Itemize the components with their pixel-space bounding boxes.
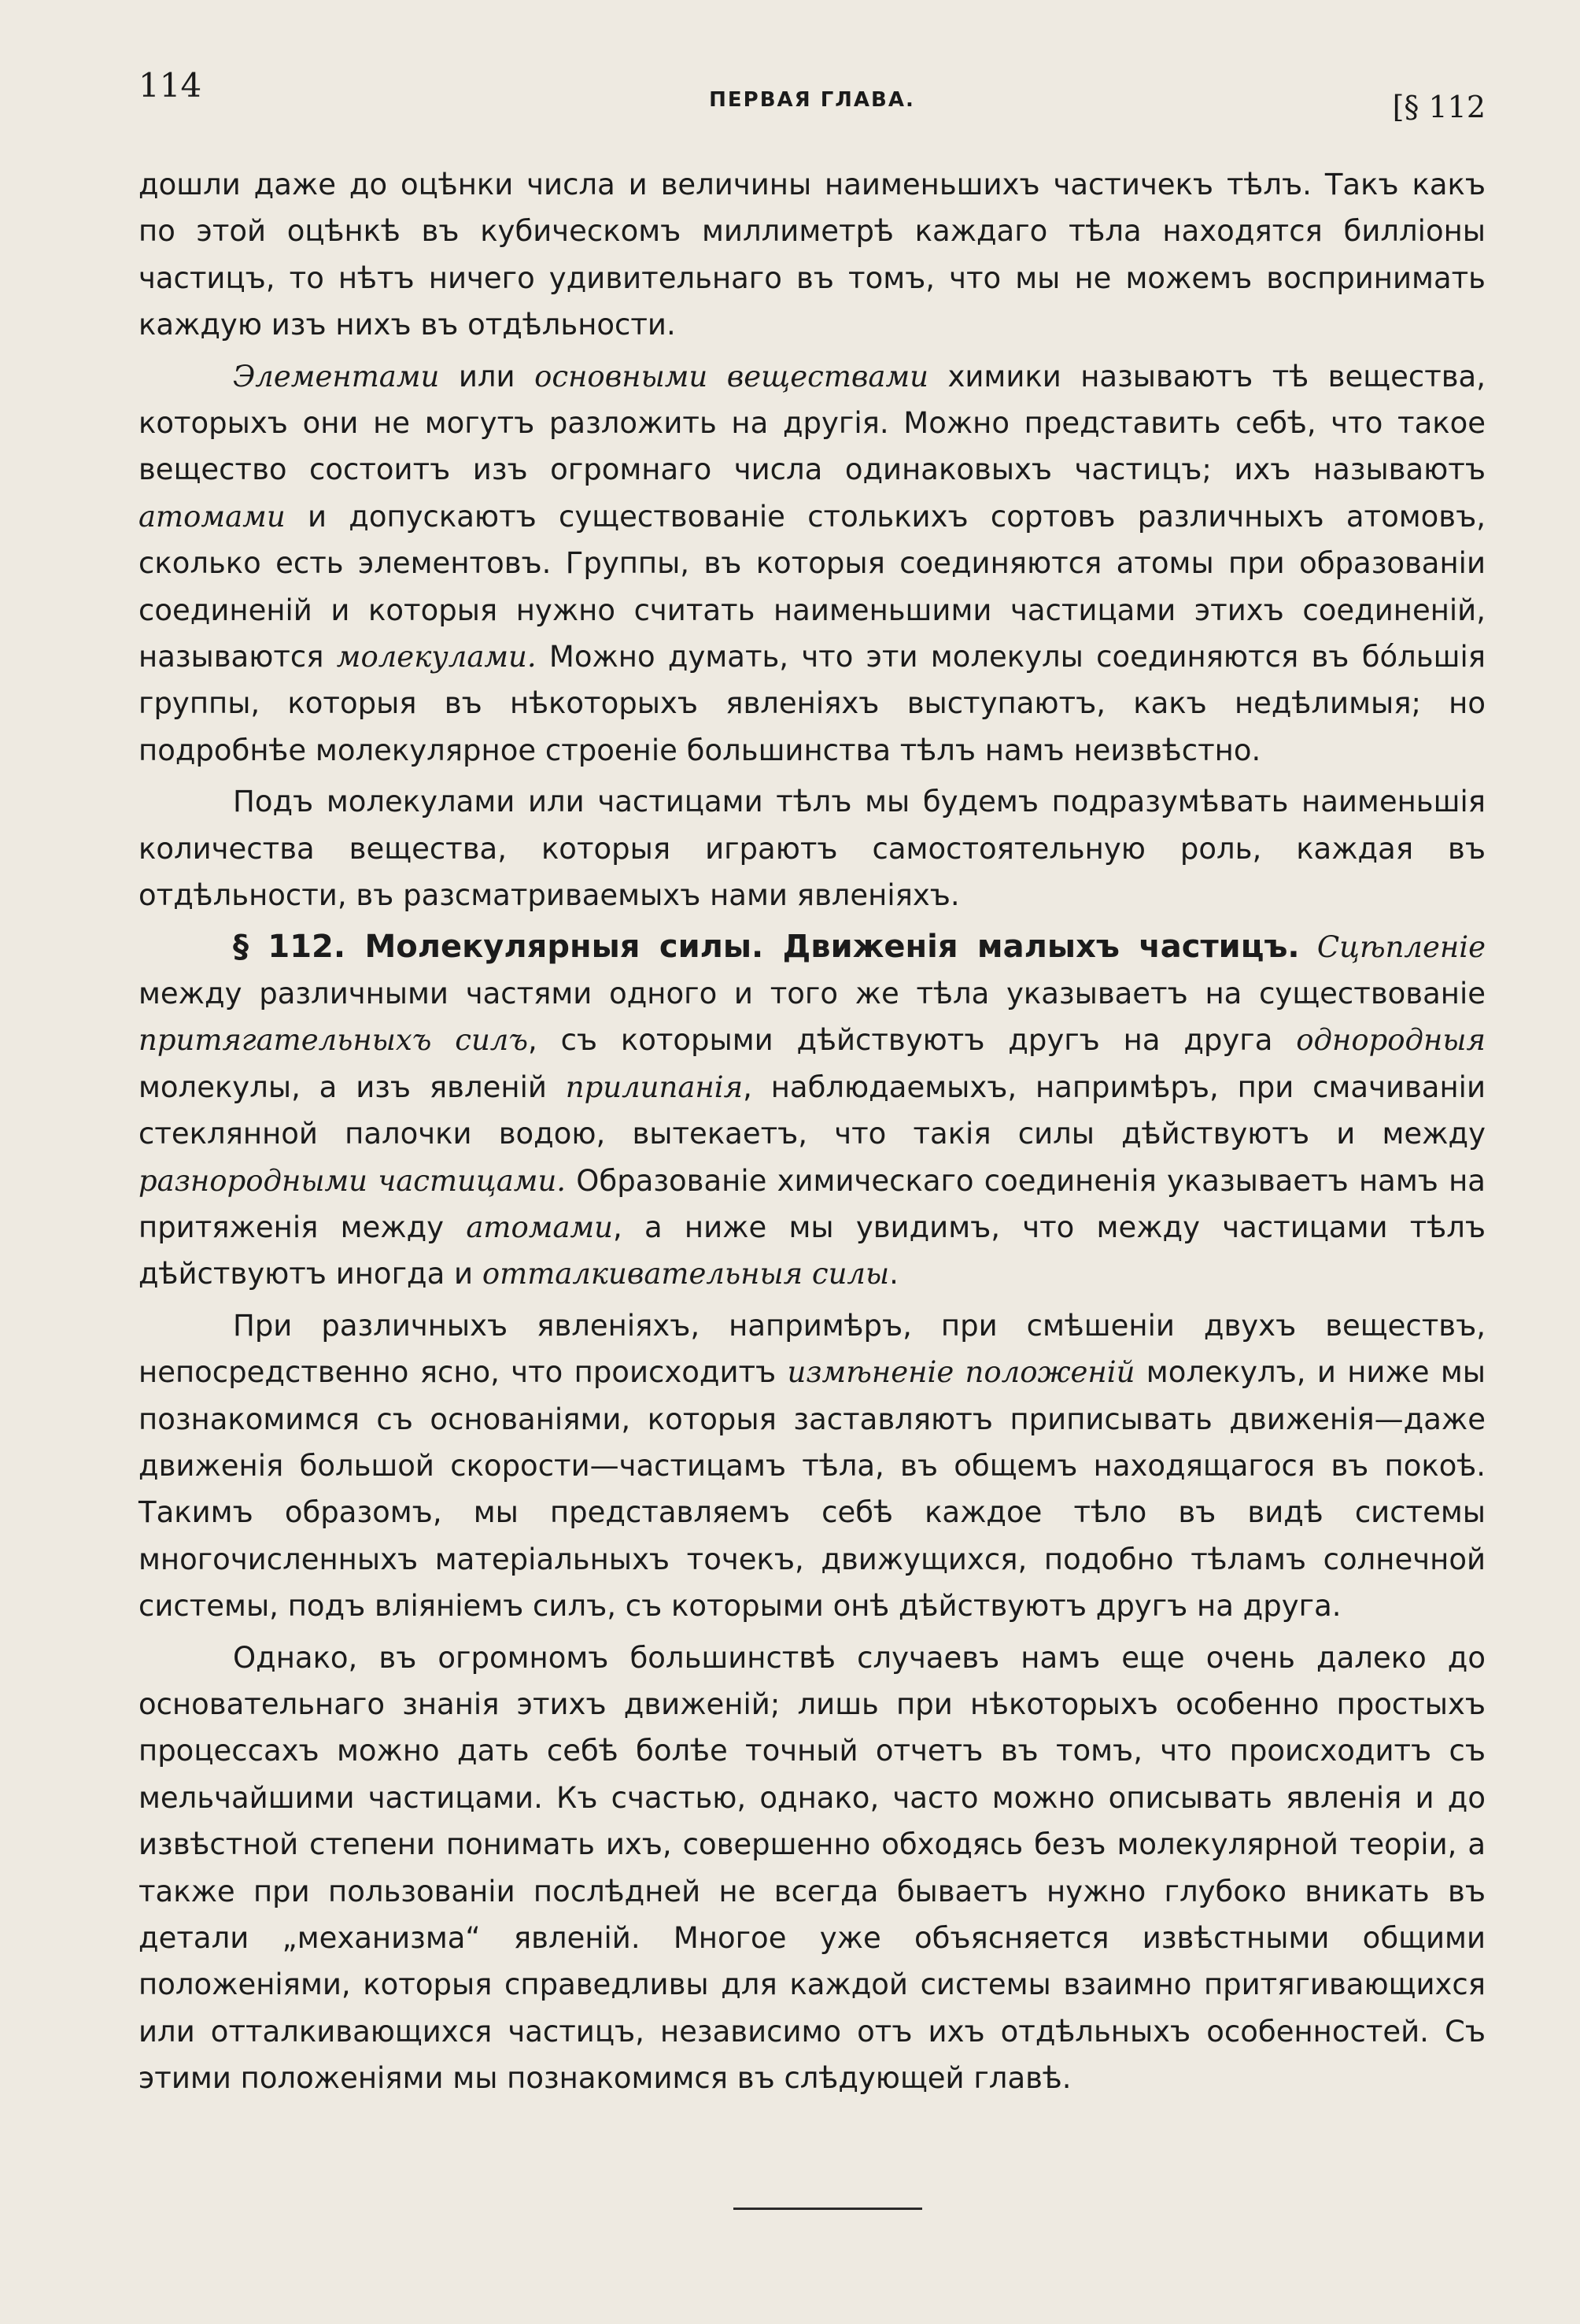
emphasis-text: измѣненіе положеній [787,1355,1135,1390]
emphasis-text: притягательныхъ силъ [138,1023,528,1058]
paragraph-text: химики называютъ тѣ вещества, которыхъ они не могутъ разложить на другія. Можно представить себѣ, что такое вещество состоитъ изъ огромнаго числа одинаковыхъ частицъ; ихъ называютъ [138,359,1486,487]
paragraph-2 [138,353,1486,774]
emphasis-text: прилипанія [565,1070,744,1104]
emphasis-text: молекулами. [336,640,537,674]
emphasis-text: отталкивательныя силы [482,1257,890,1291]
section-112-paragraph [138,924,1486,1298]
paragraph-text: и допускаютъ существованіе столькихъ сортовъ различныхъ атомовъ, сколько есть элементовъ. Группы, въ которыя соединяются атомы при образованіи соединеній и которыя нужно считать наименьшими частицами этихъ соединеній, называются [138,499,1486,674]
emphasis-text: Элементами [233,359,440,393]
paragraph-text: дошли даже до оцѣнки числа и величины наименьшихъ частичекъ тѣлъ. Такъ какъ по этой оцѣнкѣ въ кубическомъ миллиметрѣ каждаго тѣла находятся билліоны частицъ, то нѣтъ ничего удивительнаго въ томъ, что мы не можемъ воспринимать каждую изъ нихъ въ отдѣльности. [138,168,1486,342]
section-reference: [§ 112 [1392,90,1486,124]
paragraph-text: При различныхъ явленіяхъ, напримѣръ, при смѣшеніи двухъ веществъ, непосредственно ясно, что происходитъ [138,1308,1486,1390]
paragraph-text: молекулы, а изъ явленій [138,1070,566,1104]
emphasis-text: Сцѣпленіе [1316,929,1486,964]
paragraph-text: или [439,359,535,393]
section-heading: § 112. Молекулярныя силы. Движенія малыхъ частицъ. [233,928,1300,965]
paragraph-1 [138,161,1486,349]
paragraph-text: Образованіе химическаго соединенія указываетъ намъ на притяженія между [138,1163,1486,1244]
emphasis-text: атомами [138,499,286,534]
end-rule [733,2208,922,2210]
page-body [138,161,1486,2102]
paragraph-text: Можно думать, что эти молекулы соединяются въ бо́льшія группы, которыя въ нѣкоторыхъ явленіяхъ выступаютъ, какъ недѣлимыя; но подробнѣе молекулярное строеніе большинства тѣлъ намъ неизвѣстно. [138,640,1486,767]
paragraph-text: Однако, въ огромномъ большинствѣ случаевъ намъ еще очень далеко до основательнаго знанія этихъ движеній; лишь при нѣкоторыхъ особенно простыхъ процессахъ можно дать себѣ болѣе точный отчетъ въ томъ, что происходитъ съ мельчайшими частицами. Къ счастью, однако, часто можно описывать явленія и до извѣстной степени понимать ихъ, совершенно обходясь безъ молекулярной теоріи, а также при пользованіи послѣдней не всегда бываетъ нужно глубоко вникать въ детали „механизма“ явленій. Многое уже объясняется извѣстными общими положеніями, которыя справедливы для каждой системы взаимно притягивающихся или отталкивающихся частицъ, независимо отъ ихъ отдѣльныхъ особенностей. Съ этими положеніями мы познакомимся въ слѣдующей главѣ. [138,1640,1486,2096]
running-title: ПЕРВАЯ ГЛАВА. [709,88,915,112]
emphasis-text: разнородными частицами. [138,1163,567,1198]
emphasis-text: основными веществами [534,359,928,393]
paragraph-text: , а ниже мы увидимъ, что между частицами тѣлъ дѣйствуютъ иногда и [138,1210,1486,1291]
paragraph-6 [138,1635,1486,2102]
paragraph-3 [138,778,1486,918]
paragraph-text: , наблюдаемыхъ, напримѣръ, при смачиваніи стеклянной палочки водою, вытекаетъ, что такія силы дѣйствуютъ и между [138,1070,1486,1151]
emphasis-text: однородныя [1296,1023,1486,1058]
paragraph-text: Подъ молекулами или частицами тѣлъ мы будемъ подразумѣвать наименьшія количества вещества, которыя играютъ самостоятельную роль, каждая въ отдѣльности, въ разсматриваемыхъ нами явленіяхъ. [138,785,1486,913]
paragraph-text: между различными частями одного и того же тѣла указываетъ на существованіе [138,976,1486,1011]
page-header [138,66,1486,124]
paragraph-text: молекулъ, и ниже мы познакомимся съ основаніями, которыя заставляютъ приписывать движенія—даже движенія большой скорости—частицамъ тѣла, въ общемъ находящагося въ покоѣ. Такимъ образомъ, мы представляемъ себѣ каждое тѣло въ видѣ системы многочисленныхъ матеріальныхъ точекъ, движущихся, подобно тѣламъ солнечной системы, подъ вліяніемъ силъ, съ которыми онѣ дѣйствуютъ другъ на друга. [138,1355,1486,1624]
paragraph-text: , съ которыми дѣйствуютъ другъ на друга [528,1023,1297,1058]
page-number: 114 [138,66,202,105]
paragraph-5 [138,1302,1486,1630]
paragraph-text: . [889,1257,899,1291]
emphasis-text: атомами [466,1210,613,1244]
